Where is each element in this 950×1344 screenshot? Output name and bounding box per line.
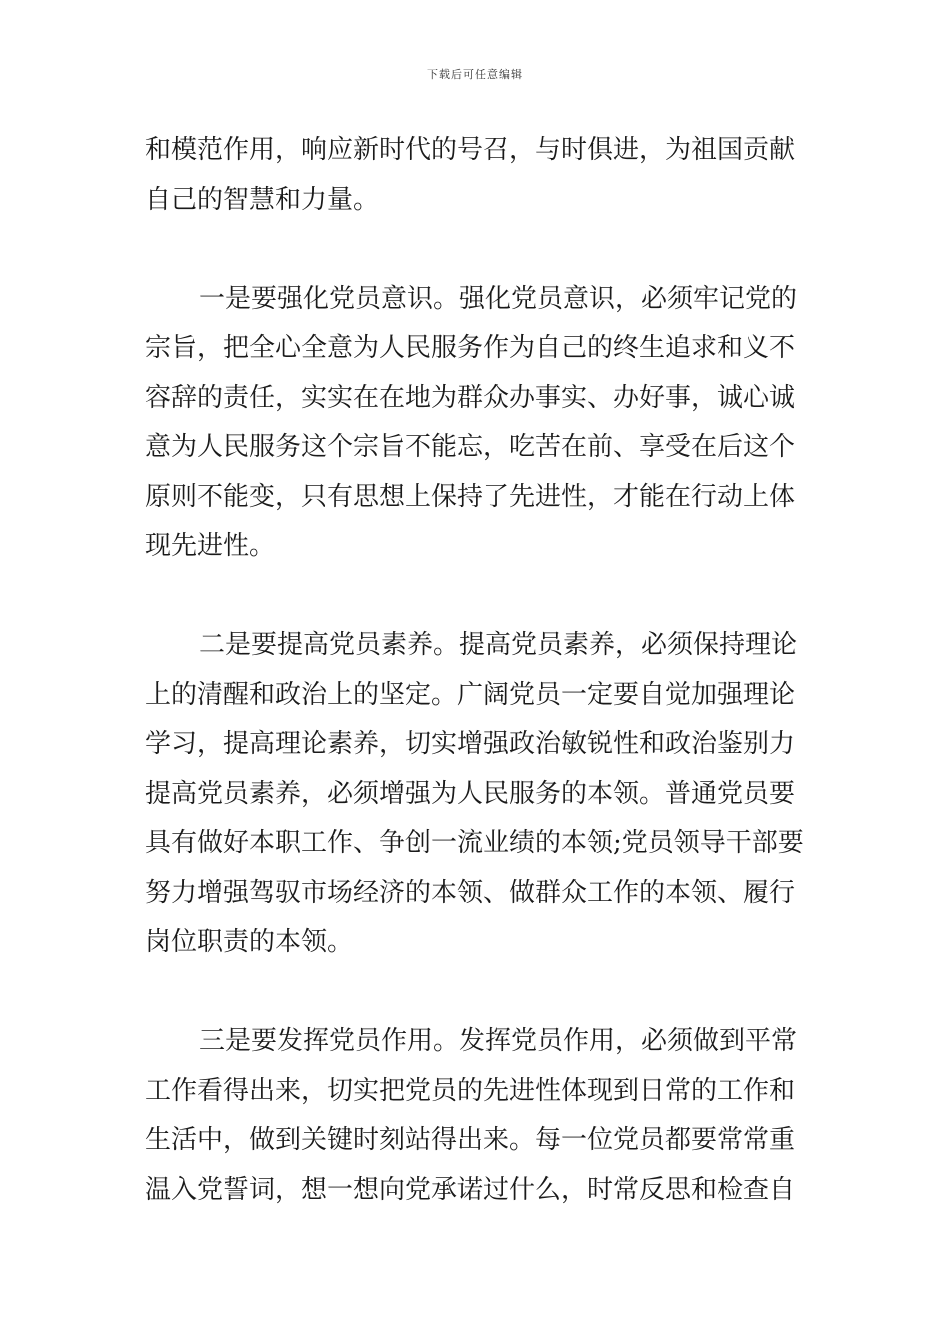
text-line: 具有做好本职工作、争创一流业绩的本领;党员领导干部要 — [145, 828, 804, 858]
header-note: 下载后可任意编辑 — [427, 68, 523, 81]
document-body — [145, 126, 810, 1215]
text-line: 岗位职责的本领。 — [145, 927, 354, 957]
text-line: 上的清醒和政治上的坚定。广阔党员一定要自觉加强理论 — [145, 679, 796, 710]
paragraph-gap — [145, 968, 810, 1018]
text-line: 和模范作用，响应新时代的号召，与时俱进，为祖国贡献 — [145, 135, 796, 165]
text-line: 现先进性。 — [145, 531, 276, 561]
text-line: 提高党员素养，必须增强为人民服务的本领。普通党员要 — [145, 778, 796, 809]
text-line: 原则不能变，只有思想上保持了先进性，才能在行动上体 — [145, 481, 796, 512]
text-line: 温入党誓词，想一想向党承诺过什么，时常反思和检查自 — [145, 1174, 796, 1205]
paragraph — [145, 126, 810, 225]
paragraph-gap — [145, 572, 810, 622]
text-line: 三是要发挥党员作用。发挥党员作用，必须做到平常 — [199, 1026, 798, 1056]
text-line: 二是要提高党员素养。提高党员素养，必须保持理论 — [199, 630, 798, 660]
text-line: 意为人民服务这个宗旨不能忘，吃苦在前、享受在后这个 — [145, 432, 796, 462]
text-line: 学习，提高理论素养，切实增强政治敏锐性和政治鉴别力 — [145, 729, 796, 759]
paragraph — [145, 275, 810, 572]
text-line: 容辞的责任，实实在在地为群众办事实、办好事，诚心诚 — [145, 382, 796, 413]
text-line: 宗旨，把全心全意为人民服务作为自己的终生追求和义不 — [145, 333, 796, 363]
text-line: 自己的智慧和力量。 — [145, 184, 380, 215]
paragraph-gap — [145, 225, 810, 275]
paragraph — [145, 621, 810, 968]
text-line: 工作看得出来，切实把党员的先进性体现到日常的工作和 — [145, 1075, 796, 1106]
text-line: 生活中，做到关键时刻站得出来。每一位党员都要常常重 — [145, 1125, 796, 1155]
text-line: 一是要强化党员意识。强化党员意识，必须牢记党的 — [199, 283, 798, 314]
paragraph — [145, 1017, 810, 1215]
text-line: 努力增强驾驭市场经济的本领、做群众工作的本领、履行 — [145, 877, 796, 908]
